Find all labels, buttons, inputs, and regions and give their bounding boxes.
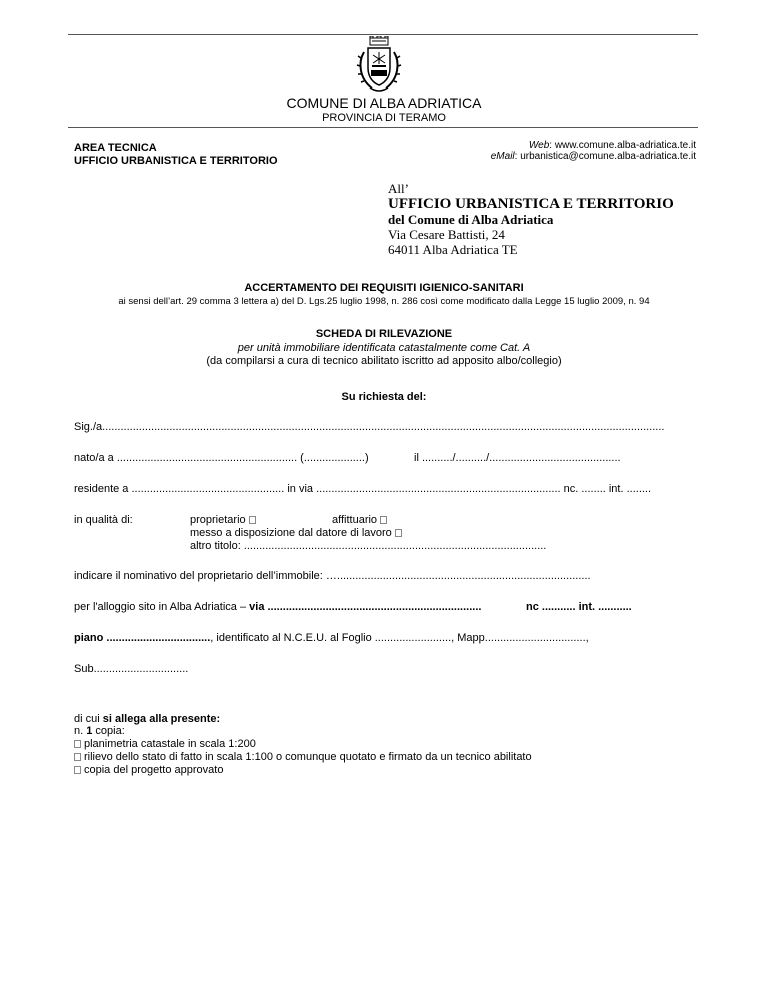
- copia-suffix: copia:: [92, 725, 125, 737]
- allegato-label: copia del progetto approvato: [84, 764, 224, 776]
- document-legal-reference: ai sensi dell’art. 29 comma 3 lettera a) del D. Lgs.25 luglio 1998, n. 286 così come modificato dalla Legge 15 luglio 2009, n. 94: [118, 296, 650, 307]
- addressee-office: UFFICIO URBANISTICA E TERRITORIO: [388, 196, 674, 212]
- sub-field[interactable]: Sub...............................: [74, 663, 189, 675]
- affittuario-label: affittuario: [332, 514, 378, 526]
- email-line: [491, 151, 696, 163]
- proprietario-checkbox[interactable]: [249, 516, 256, 524]
- piano-label[interactable]: piano ..................................: [74, 632, 211, 644]
- web-label: Web: [528, 140, 550, 151]
- addressee-city: 64011 Alba Adriatica TE: [388, 242, 518, 257]
- allegati-heading-bold: si allega alla presente:: [102, 713, 221, 725]
- area-label: AREA TECNICA: [74, 142, 157, 154]
- allegato-checkbox[interactable]: [74, 753, 81, 761]
- scheda-note: (da compilarsi a cura di tecnico abilitato iscritto ad apposito albo/collegio): [206, 355, 562, 367]
- provincia-subtitle: PROVINCIA DI TERAMO: [322, 112, 446, 124]
- richiesta-heading: Su richiesta del:: [341, 391, 427, 403]
- header-divider: [68, 127, 698, 128]
- ufficio-label: UFFICIO URBANISTICA E TERRITORIO: [74, 155, 278, 167]
- nominativo-proprietario-field[interactable]: indicare il nominativo del proprietario dell’immobile: …...................................................................................: [74, 570, 591, 582]
- copia-prefix: n.: [74, 725, 87, 737]
- alloggio-prefix: per l'alloggio sito in Alba Adriatica –: [74, 601, 250, 613]
- web-value: : www.comune.alba-adriatica.te.it: [549, 140, 696, 151]
- scheda-title: SCHEDA DI RILEVAZIONE: [315, 328, 453, 340]
- top-divider: [68, 34, 698, 35]
- messo-checkbox[interactable]: [395, 529, 402, 537]
- residence-field[interactable]: residente a .................................................. in via ................................................................................ nc. ........ int. ........: [74, 483, 652, 495]
- allegato-checkbox[interactable]: [74, 766, 81, 774]
- addressee-prefix: All’: [388, 181, 409, 196]
- allegato-item[interactable]: [74, 751, 532, 764]
- catasto-field[interactable]: , identificato al N.C.E.U. al Foglio ........................., Mapp.................................,: [210, 632, 589, 644]
- alloggio-via[interactable]: via ......................................................................: [249, 601, 482, 613]
- allegato-label: planimetria catastale in scala 1:200: [84, 738, 256, 750]
- addressee-comune: del Comune di Alba Adriatica: [388, 212, 554, 227]
- alloggio-nc-int[interactable]: nc ........... int. ...........: [526, 601, 632, 613]
- option-affittuario[interactable]: [332, 514, 387, 527]
- messo-label: messo a disposizione dal datore di lavoro: [190, 527, 392, 539]
- proprietario-label: proprietario: [190, 514, 246, 526]
- scheda-subtitle: per unità immobiliare identificata catastalmente come Cat. A: [237, 342, 531, 354]
- copia-number: 1: [86, 725, 93, 737]
- copia-line: [74, 725, 125, 738]
- email-label: eMail: [490, 151, 515, 162]
- qualita-label: in qualità di:: [74, 514, 133, 526]
- birthdate-field[interactable]: il ........../........../...........................................: [414, 452, 621, 464]
- sig-field[interactable]: Sig./a........................................................................................................................................................................................: [74, 421, 665, 433]
- option-proprietario[interactable]: [190, 514, 256, 527]
- altro-titolo-field[interactable]: altro titolo: ...................................................................................................: [190, 540, 547, 552]
- piano-field[interactable]: [74, 632, 589, 645]
- allegato-item[interactable]: [74, 764, 223, 777]
- document-title: ACCERTAMENTO DEI REQUISITI IGIENICO-SANITARI: [244, 282, 524, 294]
- comune-title: COMUNE DI ALBA ADRIATICA: [286, 95, 482, 111]
- email-value: : urbanistica@comune.alba-adriatica.te.it: [514, 151, 696, 162]
- allegato-checkbox[interactable]: [74, 740, 81, 748]
- allegati-heading-prefix: di cui: [74, 713, 103, 725]
- addressee-street: Via Cesare Battisti, 24: [388, 227, 505, 242]
- allegato-label: rilievo dello stato di fatto in scala 1:100 o comunque quotato e firmato da un tecnico abilitato: [84, 751, 532, 763]
- coat-of-arms-icon: [356, 36, 402, 96]
- allegato-item[interactable]: [74, 738, 256, 751]
- affittuario-checkbox[interactable]: [380, 516, 387, 524]
- alloggio-field[interactable]: [74, 601, 481, 614]
- option-messo-a-disposizione[interactable]: [190, 527, 402, 540]
- nato-field[interactable]: nato/a a ........................................................... (....................): [74, 452, 369, 464]
